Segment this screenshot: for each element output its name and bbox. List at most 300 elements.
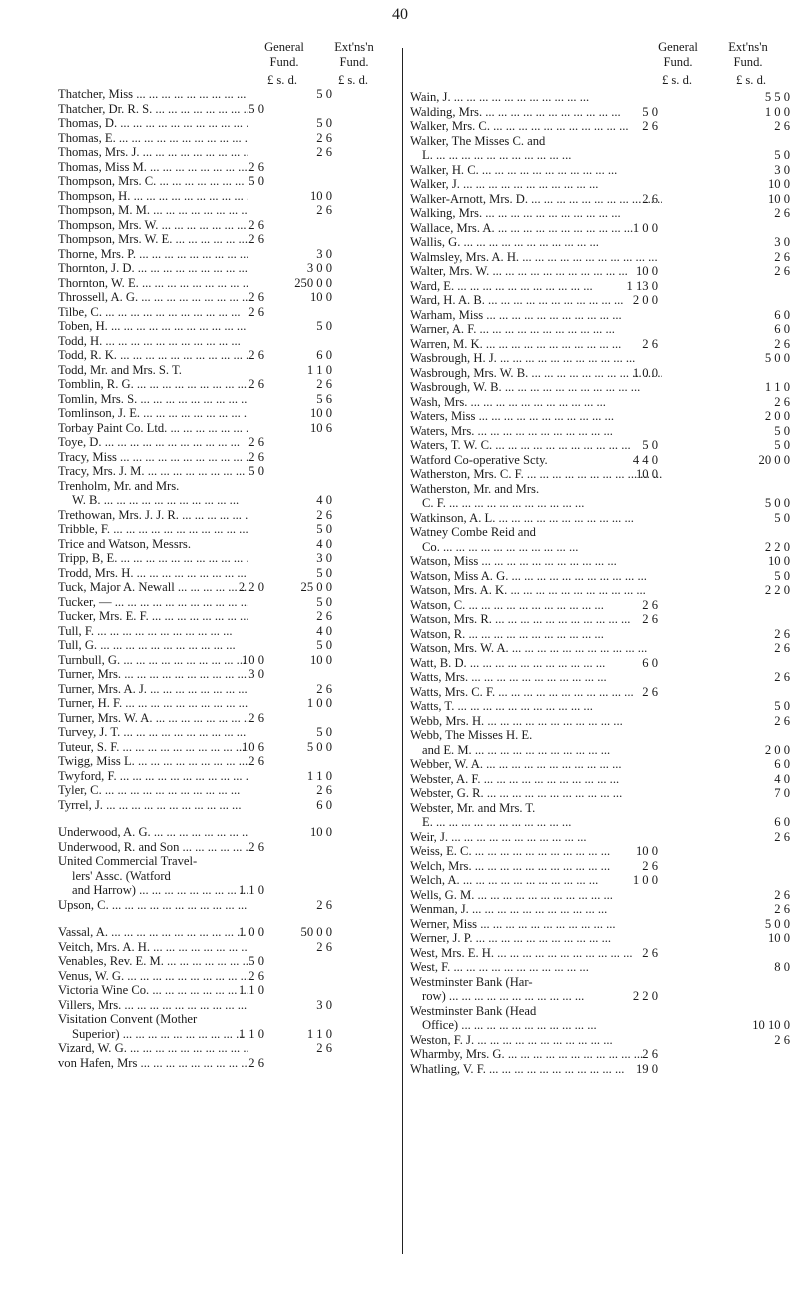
donor-name: Visitation Convent (Mother	[58, 1012, 198, 1026]
donor-row	[0, 348, 400, 363]
donor-name: Ward, H. A. B. ... .	[410, 293, 662, 308]
extension-fund-amount: 4 0	[774, 771, 790, 786]
extension-fund-amount: 2 6	[316, 939, 332, 954]
donor-name: Watherston, Mrs. C. F. ... .	[410, 467, 662, 482]
extension-fund-amount: 5 0	[774, 438, 790, 452]
donor-name: Wain, J. ... .	[410, 90, 662, 105]
general-fund-amount: 5 0	[248, 464, 264, 478]
extension-fund-amount: 2 6	[316, 609, 332, 623]
general-fund-amount: 2 6	[248, 232, 264, 246]
extension-fund-amount: 2 6	[774, 394, 790, 409]
general-fund-amount: 6 0	[642, 655, 658, 670]
donor-row	[0, 1027, 400, 1042]
donor-row	[0, 189, 400, 204]
donor-name: Turner, Mrs. A. J. ... .	[58, 682, 248, 697]
donor-name: Wasbrough, Mrs. W. B. ... .	[410, 366, 662, 381]
donor-name: Walker, The Misses C. and	[410, 133, 546, 148]
general-fund-heading: General Fund.	[658, 40, 698, 69]
donor-row	[0, 508, 400, 523]
donor-row	[400, 743, 800, 758]
extension-fund-amount: 4 0	[316, 623, 332, 638]
donor-name: Tilbe, C. ... .	[58, 305, 248, 320]
extension-fund-amount: 5 0	[316, 565, 332, 580]
donor-name: Walmsley, Mrs. A. H. ... .	[410, 250, 662, 265]
extension-fund-units: £ s. d.	[337, 73, 369, 87]
donor-name: Thompson, M. M. ... .	[58, 203, 248, 218]
donor-row	[0, 854, 400, 869]
extension-fund-amount: 2 6	[316, 1041, 332, 1055]
general-fund-amount: 2 0 0	[632, 293, 658, 307]
donor-row	[400, 902, 800, 917]
donor-row	[0, 769, 400, 784]
donor-name: Walker-Arnott, Mrs. D. ... .	[410, 192, 662, 207]
general-fund-amount: 2 6	[642, 597, 658, 612]
general-fund-amount: 10 0	[635, 264, 658, 278]
donor-row	[400, 337, 800, 352]
donor-name: Venus, W. G. ... .	[58, 969, 248, 984]
donor-name: Waters, T. W. C. ... .	[410, 438, 662, 453]
general-fund-amount: 4 4 0	[632, 452, 658, 467]
general-fund-amount: 2 6	[248, 449, 264, 464]
donor-row	[400, 728, 800, 743]
donor-name: West, Mrs. E. H. ... .	[410, 946, 662, 961]
general-fund-amount: 2 6	[642, 684, 658, 699]
donor-name: Watson, Mrs. W. A. ... .	[410, 641, 662, 656]
donor-row	[400, 554, 800, 569]
donor-row	[0, 925, 400, 940]
donor-name: Thompson, Mrs. C. ... .	[58, 174, 248, 189]
general-fund-amount: 10 6	[241, 739, 264, 754]
donor-name: Watson, R. ... .	[410, 627, 662, 642]
donor-name: Turner, Mrs. ... .	[58, 667, 248, 682]
extension-fund-amount: 6 0	[316, 797, 332, 812]
donor-name: Tull, F. ... .	[58, 624, 248, 639]
donor-name: Thornton, J. D. ... .	[58, 261, 248, 276]
extension-fund-amount: 2 6	[316, 897, 332, 912]
donor-row	[0, 954, 400, 969]
donor-row	[0, 1041, 400, 1056]
left-entries-list	[0, 87, 400, 1070]
extension-fund-amount: 10 0	[767, 554, 790, 568]
donor-name: Watts, T. ... .	[410, 699, 662, 714]
extension-fund-amount: 2 6	[774, 626, 790, 641]
general-fund-amount: 2 6	[248, 968, 264, 983]
donor-name: Webb, The Misses H. E.	[410, 728, 533, 742]
donor-name: Villers, Mrs. ... .	[58, 998, 248, 1013]
general-fund-amount: 5 0	[248, 954, 264, 968]
donor-row	[0, 898, 400, 913]
donor-row	[400, 525, 800, 540]
donor-row	[0, 116, 400, 131]
donor-row	[0, 940, 400, 955]
donor-row	[400, 888, 800, 903]
extension-fund-amount: 3 0	[316, 551, 332, 565]
extension-fund-amount: 5 0	[316, 594, 332, 609]
donor-row	[0, 450, 400, 465]
extension-fund-amount: 2 6	[774, 902, 790, 916]
donor-name: Webster, G. R. ... .	[410, 786, 662, 801]
extension-fund-amount: 2 6	[316, 681, 332, 696]
extension-fund-amount: 3 0	[774, 162, 790, 177]
donor-name: Thomas, D. ... .	[58, 116, 248, 131]
donor-name: Waters, Mrs. ... .	[410, 424, 662, 439]
donor-row	[400, 395, 800, 410]
extension-fund-amount: 3 0	[316, 997, 332, 1012]
extension-fund-amount: 10 0	[767, 931, 790, 945]
donor-name: Veitch, Mrs. A. H. ... .	[58, 940, 248, 955]
donor-name: Welch, Mrs. ... .	[410, 859, 662, 874]
donor-row	[400, 90, 800, 105]
donor-row	[400, 163, 800, 178]
general-fund-amount: 2 6	[642, 858, 658, 873]
donor-row	[0, 203, 400, 218]
extension-fund-heading: Ext'ns'n Fund.	[334, 40, 374, 69]
page-number: 40	[392, 6, 408, 23]
extension-fund-amount: 2 0 0	[764, 742, 790, 757]
extension-fund-amount: 5 0 0	[764, 916, 790, 931]
donor-row	[400, 105, 800, 120]
donor-name: Todd, R. K. ... .	[58, 348, 248, 363]
donor-name: Watson, Miss A. G. ... .	[410, 569, 662, 584]
donor-row	[400, 119, 800, 134]
donor-row	[0, 145, 400, 160]
general-fund-amount: 1 1 0	[238, 883, 264, 897]
extension-fund-amount: 6 0	[774, 757, 790, 771]
donor-row	[0, 232, 400, 247]
donor-row	[0, 725, 400, 740]
donor-name: L. ... .	[422, 148, 662, 163]
donor-row	[400, 366, 800, 381]
donor-row	[0, 392, 400, 407]
donor-name: Webb, Mrs. H. ... .	[410, 714, 662, 729]
donor-name: Walter, Mrs. W. ... .	[410, 264, 662, 279]
donor-name: Thompson, Mrs. W. E. ... .	[58, 232, 248, 247]
donor-row	[0, 377, 400, 392]
extension-fund-heading: Ext'ns'n Fund.	[728, 40, 768, 69]
extension-fund-amount: 2 6	[316, 507, 332, 522]
donor-row	[400, 917, 800, 932]
donor-row	[0, 609, 400, 624]
donor-row	[400, 656, 800, 671]
extension-fund-amount: 10 0	[767, 191, 790, 206]
extension-fund-amount: 6 0	[774, 322, 790, 336]
general-fund-units: £ s. d.	[661, 73, 693, 87]
general-fund-amount: 19 0	[635, 1061, 658, 1076]
donor-row	[0, 276, 400, 291]
donor-name: Watts, Mrs. ... .	[410, 670, 662, 685]
general-fund-amount: 2 2 0	[238, 580, 264, 594]
donor-row	[400, 612, 800, 627]
donor-name: Wells, G. M. ... .	[410, 888, 662, 903]
donor-name: Welch, A. ... .	[410, 873, 662, 888]
general-fund-amount: 2 6	[248, 290, 264, 304]
donor-row	[0, 998, 400, 1013]
donor-name: Trice and Watson, Messrs.	[58, 536, 191, 551]
donor-row	[400, 757, 800, 772]
general-fund-amount: 1 13 0	[626, 278, 658, 293]
donor-name: Throssell, A. G. ... .	[58, 290, 248, 305]
donor-row	[400, 859, 800, 874]
general-fund-amount: 2 6	[642, 336, 658, 351]
extension-fund-amount: 10 10 0	[752, 1018, 790, 1032]
donor-name: Werner, Miss ... .	[410, 917, 662, 932]
general-fund-amount: 2 6	[642, 119, 658, 133]
donor-row	[0, 580, 400, 595]
donor-name: Trenholm, Mr. and Mrs.	[58, 478, 180, 493]
donor-name: Venables, Rev. E. M. ... .	[58, 954, 248, 969]
donor-name: Trethowan, Mrs. J. J. R. ... .	[58, 508, 248, 523]
general-fund-amount: 10 0	[635, 844, 658, 858]
general-fund-amount: 2 2 0	[632, 989, 658, 1003]
donor-row	[400, 511, 800, 526]
right-entries-list	[400, 90, 800, 1076]
general-fund-amount: 2 6	[642, 612, 658, 626]
extension-fund-amount: 5 0	[316, 319, 332, 333]
donor-name: Tyrrel, J. ... .	[58, 798, 248, 813]
donor-name: von Hafen, Mrs ... .	[58, 1056, 248, 1071]
extension-fund-amount: 2 6	[774, 1032, 790, 1047]
donor-row	[0, 305, 400, 320]
donor-row	[0, 551, 400, 566]
extension-fund-amount: 2 6	[774, 713, 790, 728]
donor-name: Wenman, J. ... .	[410, 902, 662, 917]
donor-name: Torbay Paint Co. Ltd. ... .	[58, 421, 248, 436]
donor-name: Warner, A. F. ... .	[410, 322, 662, 337]
extension-fund-amount: 5 5 0	[764, 90, 790, 104]
donor-row	[0, 1012, 400, 1027]
donor-row	[0, 363, 400, 378]
donor-row	[400, 1062, 800, 1077]
donor-name: Wasbrough, H. J. ... .	[410, 351, 662, 366]
donor-name: C. F. ... .	[422, 496, 662, 511]
donor-name: Weston, F. J. ... .	[410, 1033, 662, 1048]
general-fund-amount: 2 6	[642, 945, 658, 960]
extension-fund-amount: 2 2 0	[764, 583, 790, 597]
donor-name: Watkinson, A. L. ... .	[410, 511, 662, 526]
donor-name: Weiss, E. C. ... .	[410, 844, 662, 859]
donor-row	[0, 869, 400, 884]
extension-fund-amount: 2 6	[316, 783, 332, 797]
donor-row	[400, 250, 800, 265]
donor-name: Turnbull, G. ... .	[58, 653, 248, 668]
general-fund-amount: 2 6	[248, 754, 264, 768]
donor-name: Turner, Mrs. W. A. ... .	[58, 711, 248, 726]
donor-name: Wallace, Mrs. A. ... .	[410, 221, 662, 236]
donor-row	[0, 261, 400, 276]
extension-fund-amount: 250 0 0	[294, 275, 332, 290]
donor-row	[400, 264, 800, 279]
donor-row	[0, 522, 400, 537]
general-fund-amount: 1 0 0	[632, 873, 658, 887]
extension-fund-amount: 10 6	[309, 420, 332, 435]
donor-row	[0, 247, 400, 262]
donor-name: Tull, G. ... .	[58, 638, 248, 653]
donor-row	[0, 624, 400, 639]
donor-name: Wharmby, Mrs. G. ... .	[410, 1047, 662, 1062]
donor-row	[0, 319, 400, 334]
donor-name: Tracy, Miss ... .	[58, 450, 248, 465]
donor-row	[0, 798, 400, 813]
extension-fund-amount: 2 6	[774, 336, 790, 351]
general-fund-amount: 5 0	[248, 101, 264, 116]
donor-row	[0, 682, 400, 697]
donor-row	[400, 540, 800, 555]
donor-row	[0, 479, 400, 494]
donor-name: E. ... .	[422, 815, 662, 830]
extension-fund-amount: 3 0	[774, 235, 790, 249]
donor-name: Twyford, F. ... .	[58, 769, 248, 784]
donor-name: Ward, E. ... .	[410, 279, 662, 294]
donor-name: Watson, C. ... .	[410, 598, 662, 613]
donor-name: Watson, Mrs. R. ... .	[410, 612, 662, 627]
donor-name: Watson, Mrs. A. K. ... .	[410, 583, 662, 598]
extension-fund-amount: 10 0	[309, 406, 332, 420]
donor-row	[400, 931, 800, 946]
donor-name: Victoria Wine Co. ... .	[58, 983, 248, 998]
donor-name: West, F. ... .	[410, 960, 662, 975]
donor-name: Thompson, H. ... .	[58, 189, 248, 204]
general-fund-amount: 2 6	[248, 377, 264, 391]
extension-fund-amount: 5 0	[316, 638, 332, 652]
donor-name: Upson, C. ... .	[58, 898, 248, 913]
extension-fund-amount: 1 0 0	[306, 696, 332, 710]
donor-name: Tracy, Mrs. J. M. ... .	[58, 464, 248, 479]
general-fund-amount: 2 6	[248, 217, 264, 232]
extension-fund-amount: 2 6	[774, 119, 790, 133]
donor-name: Toye, D. ... .	[58, 435, 248, 450]
donor-row	[0, 566, 400, 581]
donor-row	[400, 641, 800, 656]
extension-fund-amount: 5 0	[774, 148, 790, 162]
donor-name: United Commercial Travel-	[58, 854, 198, 868]
general-fund-amount: 2 6	[248, 304, 264, 319]
extension-fund-amount: 10 0	[309, 290, 332, 304]
donor-row	[0, 754, 400, 769]
donor-row	[400, 989, 800, 1004]
donor-name: Warham, Miss ... .	[410, 308, 662, 323]
donor-name: Werner, J. P. ... .	[410, 931, 662, 946]
extension-fund-amount: 2 6	[774, 206, 790, 220]
donor-row	[400, 467, 800, 482]
extension-fund-amount: 2 6	[774, 887, 790, 902]
donor-name: lers' Assc. (Watford	[72, 868, 171, 883]
donor-name: Watson, Miss ... .	[410, 554, 662, 569]
extension-fund-amount: 1 1 0	[306, 1026, 332, 1041]
donor-name: Westminster Bank (Har-	[410, 974, 533, 989]
general-fund-amount: 10 0	[241, 652, 264, 667]
extension-fund-amount: 10 0	[309, 188, 332, 203]
donor-row	[0, 537, 400, 552]
extension-fund-amount: 6 0	[774, 307, 790, 322]
extension-fund-amount: 6 0	[316, 348, 332, 362]
donor-name: Weir, J. ... .	[410, 830, 662, 845]
donor-row	[0, 1056, 400, 1071]
general-fund-amount: 2 6	[248, 435, 264, 449]
donor-name: Toben, H. ... .	[58, 319, 248, 334]
donor-name: Todd, H. ... .	[58, 334, 248, 349]
donor-row	[0, 983, 400, 998]
donor-row	[400, 975, 800, 990]
general-fund-amount: 1 0 0	[632, 365, 658, 380]
donor-row	[0, 969, 400, 984]
donor-row	[0, 883, 400, 898]
extension-fund-amount: 2 6	[774, 249, 790, 264]
general-fund-amount: 2 6	[248, 348, 264, 362]
donor-row	[400, 308, 800, 323]
extension-fund-amount: 5 6	[316, 391, 332, 406]
donor-name: Co. ... .	[422, 540, 662, 555]
donor-name: Thomas, Miss M. ... .	[58, 160, 248, 175]
donor-name: W. B. ... .	[72, 493, 248, 508]
general-fund-amount: 5 0	[642, 438, 658, 452]
general-fund-amount: 2 6	[248, 1055, 264, 1070]
donor-row	[400, 235, 800, 250]
donor-name: Trodd, Mrs. H. ... .	[58, 566, 248, 581]
donor-name: Watherston, Mr. and Mrs.	[410, 481, 540, 496]
donor-row	[400, 569, 800, 584]
extension-fund-amount: 1 1 0	[764, 380, 790, 394]
donor-row	[0, 711, 400, 726]
general-fund-amount: 2 6	[248, 159, 264, 174]
extension-fund-amount: 2 6	[316, 130, 332, 145]
donor-row	[400, 148, 800, 163]
donor-row	[400, 627, 800, 642]
donor-name: Thomas, E. ... .	[58, 131, 248, 146]
donor-name: Walker, H. C. ... .	[410, 163, 662, 178]
donor-row	[0, 290, 400, 305]
general-fund-amount: 2 6	[248, 839, 264, 854]
extension-fund-amount: 5 0	[316, 116, 332, 130]
extension-fund-amount: 7 0	[774, 786, 790, 800]
donor-name: Tribble, F. ... .	[58, 522, 248, 537]
extension-fund-amount: 5 0	[774, 568, 790, 583]
extension-fund-amount: 5 0	[774, 699, 790, 713]
donor-name: Superior) ... .	[72, 1027, 248, 1042]
extension-fund-amount: 2 6	[316, 145, 332, 159]
extension-fund-amount: 3 0	[316, 246, 332, 261]
extension-fund-amount: 2 6	[774, 264, 790, 278]
donor-row	[400, 1033, 800, 1048]
donor-name: Tuck, Major A. Newall ... .	[58, 580, 248, 595]
donor-name: Tyler, C. ... .	[58, 783, 248, 798]
donor-name: Tomblin, R. G. ... .	[58, 377, 248, 392]
donor-name: Walker, Mrs. C. ... .	[410, 119, 662, 134]
donor-name: Twigg, Miss L. ... .	[58, 754, 248, 769]
donor-name: Webber, W. A. ... .	[410, 757, 662, 772]
donor-row	[400, 830, 800, 845]
donor-row	[400, 714, 800, 729]
extension-fund-amount: 4 0	[316, 536, 332, 551]
general-fund-amount: 5 0	[248, 174, 264, 188]
donor-row	[0, 653, 400, 668]
donor-name: Waters, Miss ... .	[410, 409, 662, 424]
donor-name: Watford Co-operative Scty.	[410, 452, 548, 467]
extension-fund-amount: 2 6	[774, 670, 790, 684]
extension-fund-amount: 1 1 0	[306, 768, 332, 783]
donor-name: Tomlin, Mrs. S. ... .	[58, 392, 248, 407]
donor-row	[400, 772, 800, 787]
donor-name: Watney Combe Reid and	[410, 525, 536, 539]
donor-name: Office) ... .	[422, 1018, 662, 1033]
donor-row	[400, 351, 800, 366]
donor-row	[400, 1004, 800, 1019]
donor-name: Webster, Mr. and Mrs. T.	[410, 800, 536, 815]
donor-row	[400, 424, 800, 439]
donor-name: Watts, Mrs. C. F. ... .	[410, 685, 662, 700]
donor-row	[400, 380, 800, 395]
donor-name: Walding, Mrs. ... .	[410, 105, 662, 120]
donor-row	[400, 221, 800, 236]
